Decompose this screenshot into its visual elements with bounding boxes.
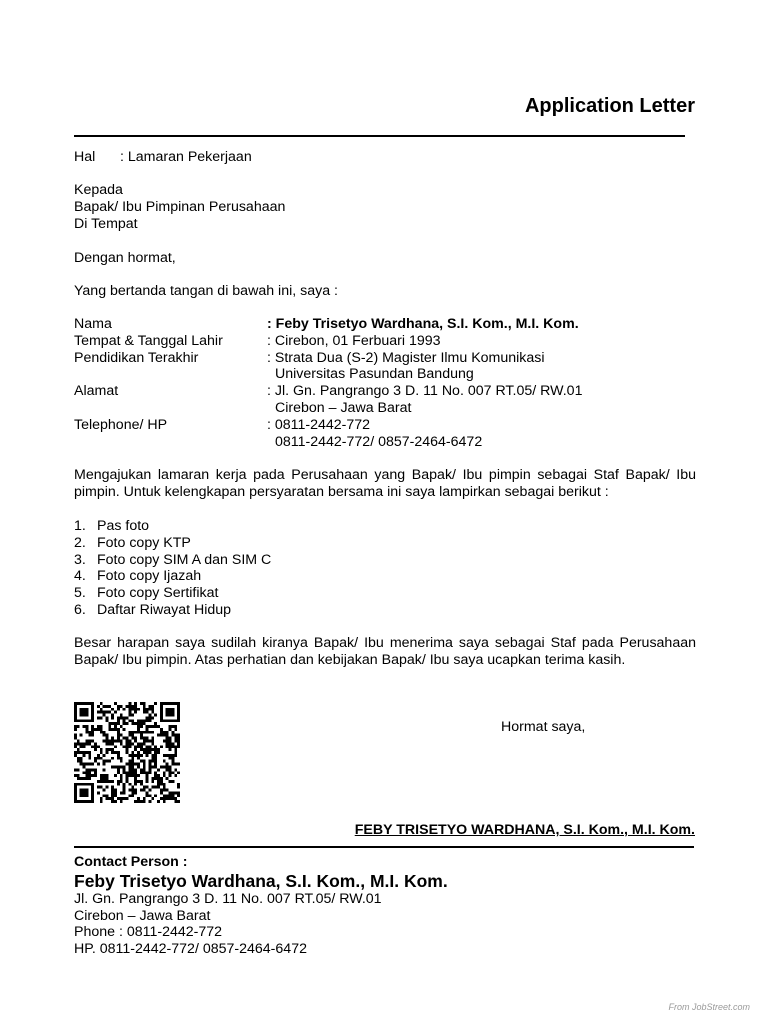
valediction: Hormat saya, <box>501 719 586 735</box>
list-number: 1. <box>74 518 86 534</box>
detail-value: : Jl. Gn. Pangrango 3 D. 11 No. 007 RT.05/ RW.01 <box>267 383 583 400</box>
list-item <box>74 568 696 585</box>
detail-address-continuation: Cirebon – Jawa Barat <box>275 399 412 416</box>
list-number: 3. <box>74 551 86 568</box>
recipient-line: Kepada <box>74 182 123 198</box>
list-item <box>74 602 696 619</box>
list-text: Foto copy SIM A dan SIM C <box>97 551 272 568</box>
detail-label: Tempat & Tanggal Lahir <box>74 332 223 349</box>
list-item <box>74 518 696 535</box>
applicant-name: : Feby Trisetyo Wardhana, S.I. Kom., M.I. Kom. <box>267 316 579 332</box>
contact-block <box>74 854 696 958</box>
contact-address-line: Cirebon – Jawa Barat <box>74 907 211 924</box>
subject-value: : Lamaran Pekerjaan <box>120 149 252 165</box>
list-item <box>74 552 696 569</box>
list-item <box>74 585 696 602</box>
list-number: 5. <box>74 585 86 602</box>
source-footer: From JobStreet.com <box>668 1002 750 1012</box>
body-paragraph: Mengajukan lamaran kerja pada Perusahaan yang Bapak/ Ibu pimpin sebagai Staf Bapak/ Ibu pimpin. Untuk kelengkapan persyaratan bersama ini saya lampirkan sebagai berikut : <box>74 467 696 500</box>
detail-phone-continuation: 0811-2442-772/ 0857-2464-6472 <box>275 433 483 450</box>
contact-phone: Phone : 0811-2442-772 <box>74 924 223 941</box>
contact-hp: HP. 0811-2442-772/ 0857-2464-6472 <box>74 941 307 958</box>
applicant-details <box>74 316 696 450</box>
detail-label: Nama <box>74 316 112 332</box>
list-text: Foto copy Ijazah <box>97 568 202 585</box>
detail-value: : 0811-2442-772 <box>267 416 371 433</box>
list-number: 2. <box>74 534 86 551</box>
list-item <box>74 535 696 552</box>
list-number: 6. <box>74 601 86 618</box>
detail-value: : Cirebon, 01 Ferbuari 1993 <box>267 332 441 349</box>
detail-name-row <box>74 316 696 333</box>
detail-phone-row <box>74 417 696 434</box>
detail-label: Pendidikan Terakhir <box>74 349 199 366</box>
signature-name: FEBY TRISETYO WARDHANA, S.I. Kom., M.I. Kom. <box>354 822 695 838</box>
subject-line <box>74 149 696 166</box>
recipient-line: Di Tempat <box>74 215 138 232</box>
contact-name: Feby Trisetyo Wardhana, S.I. Kom., M.I. Kom. <box>74 870 448 891</box>
detail-education-continuation: Universitas Pasundan Bandung <box>275 366 474 383</box>
closing-paragraph: Besar harapan saya sudilah kiranya Bapak/ Ibu menerima saya sebagai Staf pada Perusahaan Bapak/ Ibu pimpin. Atas perhatian dan kebijakan Bapak/ Ibu saya ucapkan terima kasih. <box>74 635 696 668</box>
greeting: Dengan hormat, <box>74 250 176 266</box>
detail-education-row <box>74 350 696 367</box>
letter-title: Application Letter <box>524 95 695 117</box>
list-number: 4. <box>74 568 86 585</box>
list-text: Foto copy KTP <box>97 534 191 551</box>
contact-divider <box>74 846 694 848</box>
detail-label: Telephone/ HP <box>74 416 168 433</box>
intro-line: Yang bertanda tangan di bawah ini, saya : <box>74 283 338 299</box>
list-text: Pas foto <box>97 518 150 534</box>
detail-address-row <box>74 383 696 400</box>
list-text: Daftar Riwayat Hidup <box>97 601 232 618</box>
list-text: Foto copy Sertifikat <box>97 585 219 602</box>
detail-birth-row <box>74 333 696 350</box>
recipient-line: Bapak/ Ibu Pimpinan Perusahaan <box>74 198 286 215</box>
subject-label: Hal <box>74 149 96 165</box>
title-divider <box>74 135 685 137</box>
attachment-list <box>74 518 696 619</box>
detail-value: : Strata Dua (S-2) Magister Ilmu Komunikasi <box>267 349 545 366</box>
recipient-block <box>74 182 696 232</box>
qr-code-icon <box>74 702 180 803</box>
contact-address-line: Jl. Gn. Pangrango 3 D. 11 No. 007 RT.05/ RW.01 <box>74 890 382 907</box>
contact-label: Contact Person : <box>74 854 188 870</box>
detail-label: Alamat <box>74 383 119 400</box>
